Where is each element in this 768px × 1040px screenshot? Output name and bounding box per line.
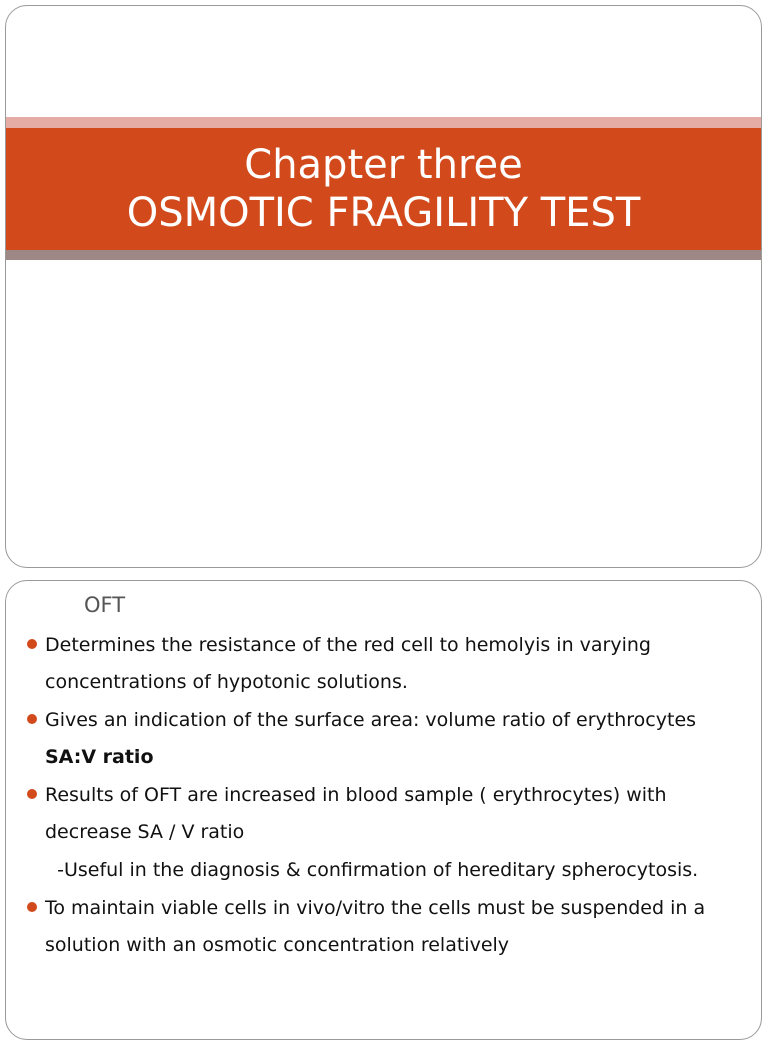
bullet-text: Determines the resistance of the red cell to hemolyis in varying concentrations of hypotonic solutions. (45, 634, 651, 693)
content-slide (5, 580, 762, 1040)
slide-title-line-2: OSMOTIC FRAGILITY TEST (126, 190, 641, 236)
bullet-item (24, 702, 744, 776)
bullet-dot-icon (27, 902, 37, 912)
sub-paragraph-text: -Useful in the diagnosis & confirmation of hereditary spherocytosis. (45, 859, 699, 881)
bullet-text: Results of OFT are increased in blood sample ( erythrocytes) with decrease SA / V ratio (45, 784, 667, 843)
bullet-list (24, 627, 744, 965)
title-band (6, 128, 761, 250)
bullet-dot-icon (27, 789, 37, 799)
bullet-text: Gives an indication of the surface area: volume ratio of erythrocytes (45, 709, 697, 731)
bullet-text: To maintain viable cells in vivo/vitro the cells must be suspended in a solution with an osmotic concentration relatively (45, 897, 706, 956)
bullet-dot-icon (27, 714, 37, 724)
bullet-dot-icon (27, 639, 37, 649)
bullet-item (24, 627, 744, 701)
title-band-top-stripe (6, 117, 761, 128)
title-band-bottom-stripe (6, 250, 761, 260)
title-slide (5, 5, 762, 568)
section-heading: OFT (84, 593, 126, 617)
sub-paragraph (24, 852, 744, 889)
bullet-item (24, 777, 744, 851)
bullet-bold-text: SA:V ratio (45, 746, 154, 768)
bullet-item (24, 890, 744, 964)
slide-title-line-1: Chapter three (244, 142, 523, 188)
